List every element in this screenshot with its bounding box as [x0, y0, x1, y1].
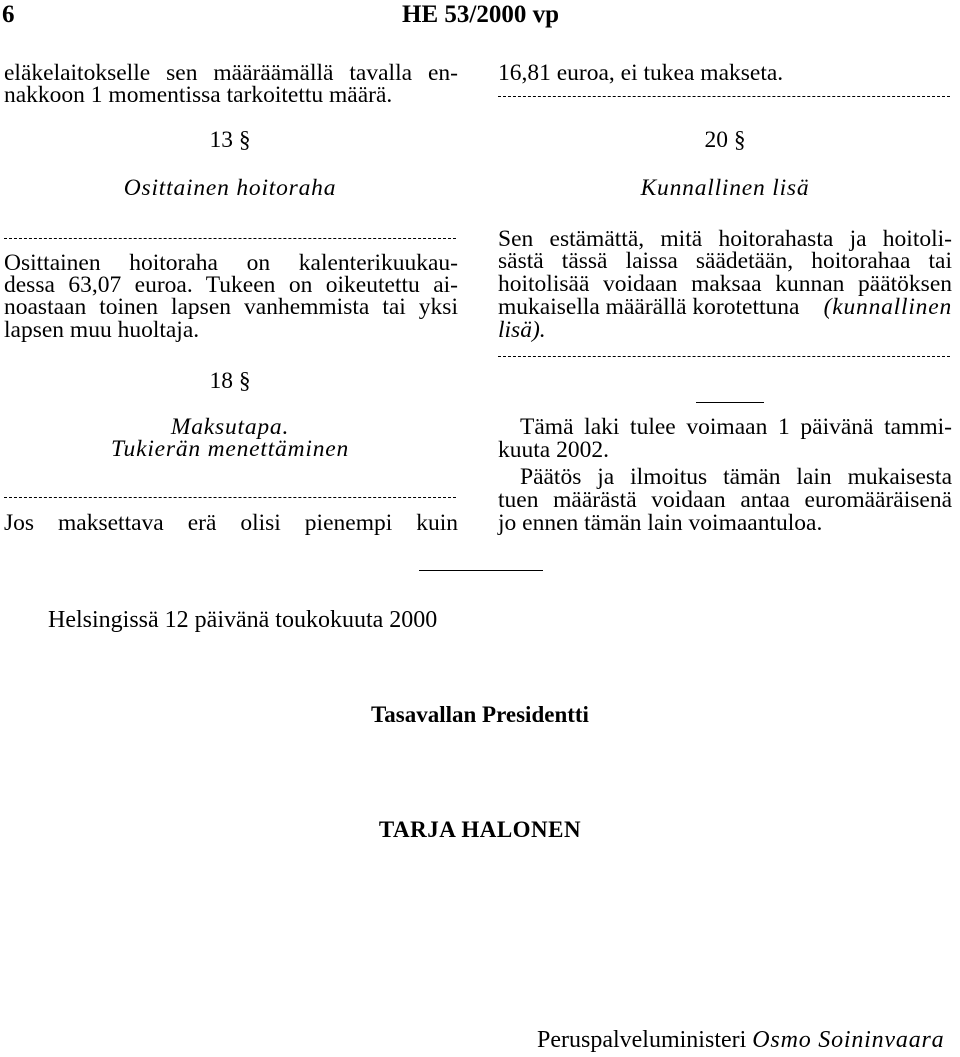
- minister-name: Osmo Soininvaara: [752, 1027, 945, 1053]
- omission-line: [4, 497, 456, 498]
- final-line-5: jo ennen tämän lain voimaantuloa.: [498, 510, 823, 536]
- section-20-line-4-text: mukaisella määrällä korotettuna: [498, 294, 800, 320]
- document-id: HE 53/2000 vp: [402, 1, 559, 28]
- omission-line: [498, 96, 950, 97]
- final-line-4: tuen määrästä voidaan antaa euromääräisenä: [498, 489, 952, 513]
- intro-line-2: nakkoon 1 momentissa tarkoitettu määrä.: [4, 82, 393, 108]
- section-20-line-3: hoitolisää voidaan maksaa kunnan päätöksen: [498, 273, 952, 297]
- final-line-1: Tämä laki tulee voimaan 1 päivänä tammi-: [520, 416, 952, 440]
- final-line-3: Päätös ja ilmoitus tämän lain mukaisesta: [520, 466, 952, 490]
- section-20-line-4: [498, 296, 952, 320]
- omission-line: [498, 356, 950, 357]
- section-20-line-1: Sen estämättä, mitä hoitorahasta ja hoitoli-: [498, 228, 952, 252]
- section-18-title-1: Maksutapa.: [170, 414, 290, 440]
- continued-line: 16,81 euroa, ei tukea makseta.: [498, 60, 784, 86]
- section-18-title-2: Tukierän menettäminen: [110, 436, 350, 462]
- place-and-date: Helsingissä 12 päivänä toukokuuta 2000: [48, 607, 438, 633]
- section-18-line-1: Jos maksettava erä olisi pienempi kuin: [4, 512, 458, 536]
- section-13-line-4: lapsen muu huoltaja.: [4, 317, 200, 343]
- section-20-line-2: sästä tässä laissa säädetään, hoitorahaa tai: [498, 250, 952, 274]
- section-13-line-2: dessa 63,07 euroa. Tukeen on oikeutettu ai-: [4, 274, 458, 298]
- president-title: Tasavallan Presidentti: [371, 702, 589, 727]
- section-13-title: Osittainen hoitoraha: [123, 175, 337, 201]
- section-13-number: 13 §: [209, 127, 251, 153]
- president-name: TARJA HALONEN: [378, 817, 582, 842]
- omission-line: [4, 238, 456, 239]
- section-20-title: Kunnallinen lisä: [640, 175, 810, 201]
- section-18-number: 18 §: [209, 368, 251, 394]
- minister-title: Peruspalveluministeri: [537, 1027, 753, 1053]
- minister-signature: [537, 1028, 944, 1052]
- end-rule: [419, 570, 543, 571]
- intro-line-1: eläkelaitokselle sen määräämällä tavalla en-: [4, 62, 458, 86]
- section-13-line-3: noastaan toinen lapsen vanhemmista tai yksi: [4, 296, 458, 320]
- final-line-2: kuuta 2002.: [498, 437, 609, 463]
- page-number: 6: [2, 1, 15, 28]
- section-20-number: 20 §: [704, 127, 746, 153]
- section-divider: [696, 402, 764, 403]
- section-20-line-4-italic: (kunnallinen: [823, 294, 952, 320]
- section-13-line-1: Osittainen hoitoraha on kalenterikuukau-: [4, 252, 458, 276]
- section-20-line-5: lisä).: [498, 317, 546, 343]
